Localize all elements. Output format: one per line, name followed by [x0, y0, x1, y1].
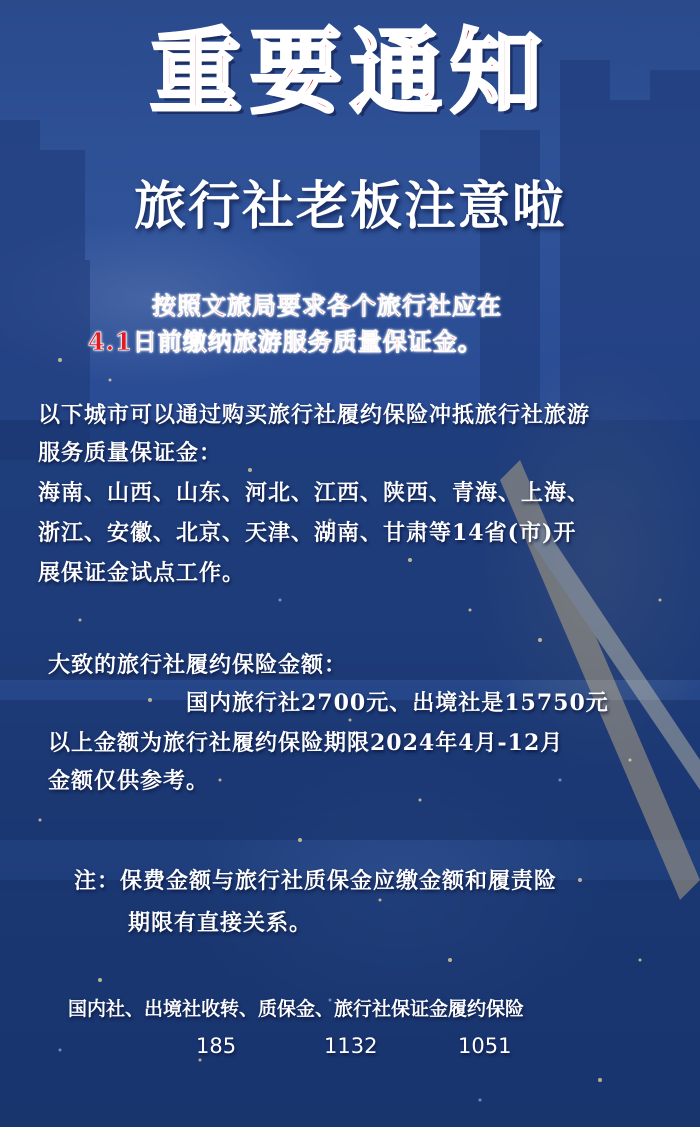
- paragraph2-line-3: 以上金额为旅行社履约保险期限2024年4月-12月: [48, 730, 564, 756]
- paragraph2-line-4: 金额仅供参考。: [48, 768, 210, 794]
- page-subtitle: 旅行社老板注意啦: [133, 177, 566, 237]
- note-line-2: 期限有直接关系。: [128, 910, 313, 936]
- paragraph1-line-5: 展保证金试点工作。: [38, 560, 246, 586]
- contact-services: 国内社、出境社收转、质保金、旅行社保证金履约保险: [68, 998, 525, 1020]
- paragraph2-line-1: 大致的旅行社履约保险金额：: [48, 652, 348, 678]
- phone-part-3: 1051: [458, 1034, 512, 1058]
- paragraph1-line-1: 以下城市可以通过购买旅行社履约保险冲抵旅行社旅游: [38, 402, 591, 428]
- phone-part-1: 185: [196, 1034, 237, 1058]
- paragraph2-line-2: 国内旅行社2700元、出境社是15750元: [186, 690, 609, 716]
- notice-line-1: 按照文旅局要求各个旅行社应在: [152, 291, 502, 320]
- notice-line-2: 4.1日前缴纳旅游服务质量保证金。: [88, 327, 483, 356]
- phone-part-2: 1132: [324, 1034, 378, 1058]
- page-title: 重要通知: [149, 19, 550, 126]
- note-line-1: 注：保费金额与旅行社质保金应缴金额和履责险: [74, 868, 558, 894]
- paragraph1-line-2: 服务质量保证金：: [38, 440, 223, 466]
- paragraph1-line-3: 海南、山西、山东、河北、江西、陕西、青海、上海、: [38, 480, 591, 506]
- paragraph1-line-4: 浙江、安徽、北京、天津、湖南、甘肃等14省(市)开: [38, 520, 577, 546]
